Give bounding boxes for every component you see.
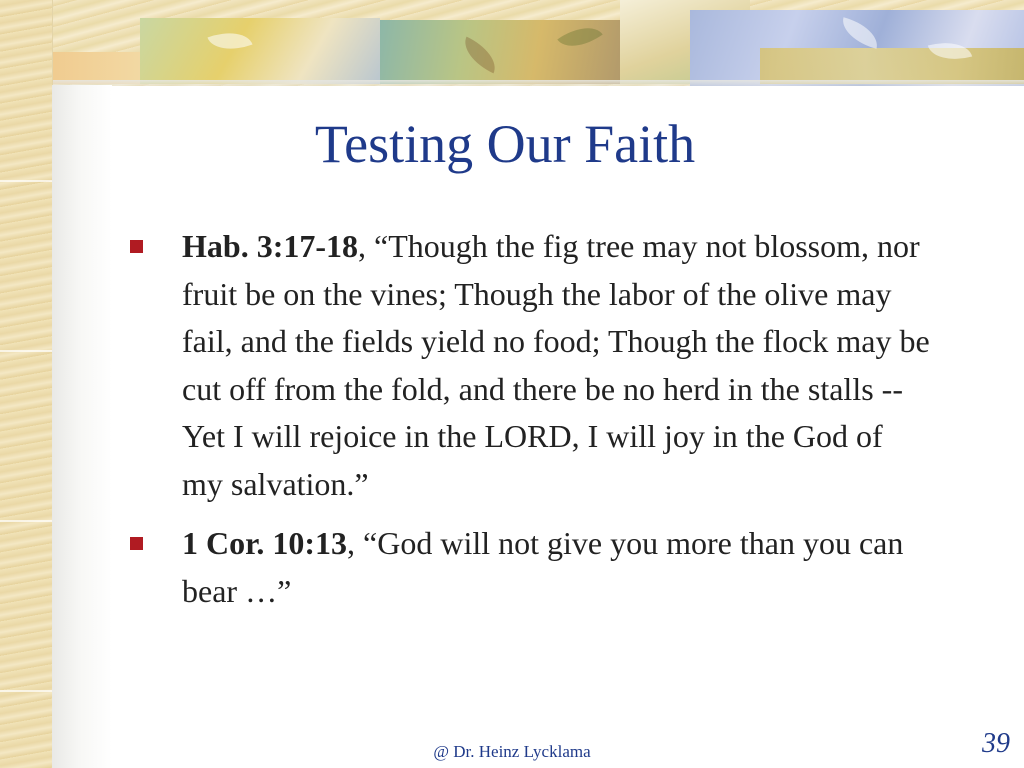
bullet-item <box>130 520 930 615</box>
square-bullet-icon <box>130 537 143 550</box>
bullet-list <box>130 223 930 627</box>
banner-tile <box>760 48 1024 84</box>
strip-shadow <box>52 85 112 768</box>
banner-shadow <box>52 80 1024 86</box>
bullet-item <box>130 223 930 508</box>
scripture-quote: , “Though the fig tree may not blossom, nor fruit be on the vines; Though the labor of the olive may fail, and the fields yield no food; Though the flock may be cut off from the fold, and there be no herd in the stalls -- Yet I will rejoice in the LORD, I will joy in the God of my salvation.” <box>182 228 930 502</box>
footer-author: @ Dr. Heinz Lycklama <box>433 742 591 761</box>
strip-seam <box>0 350 52 352</box>
scripture-reference: 1 Cor. 10:13 <box>182 525 348 561</box>
square-bullet-icon <box>130 240 143 253</box>
strip-seam <box>0 520 52 522</box>
slide-title: Testing Our Faith <box>314 114 696 174</box>
strip-seam <box>0 690 52 692</box>
scripture-reference: Hab. 3:17-18 <box>182 228 358 264</box>
page-number: 39 <box>982 728 1010 759</box>
decorative-banner <box>0 0 1024 86</box>
banner-tile <box>140 18 380 84</box>
scripture-quote: , “God will not give you more than you can bear …” <box>182 525 904 609</box>
strip-seam <box>0 180 52 182</box>
